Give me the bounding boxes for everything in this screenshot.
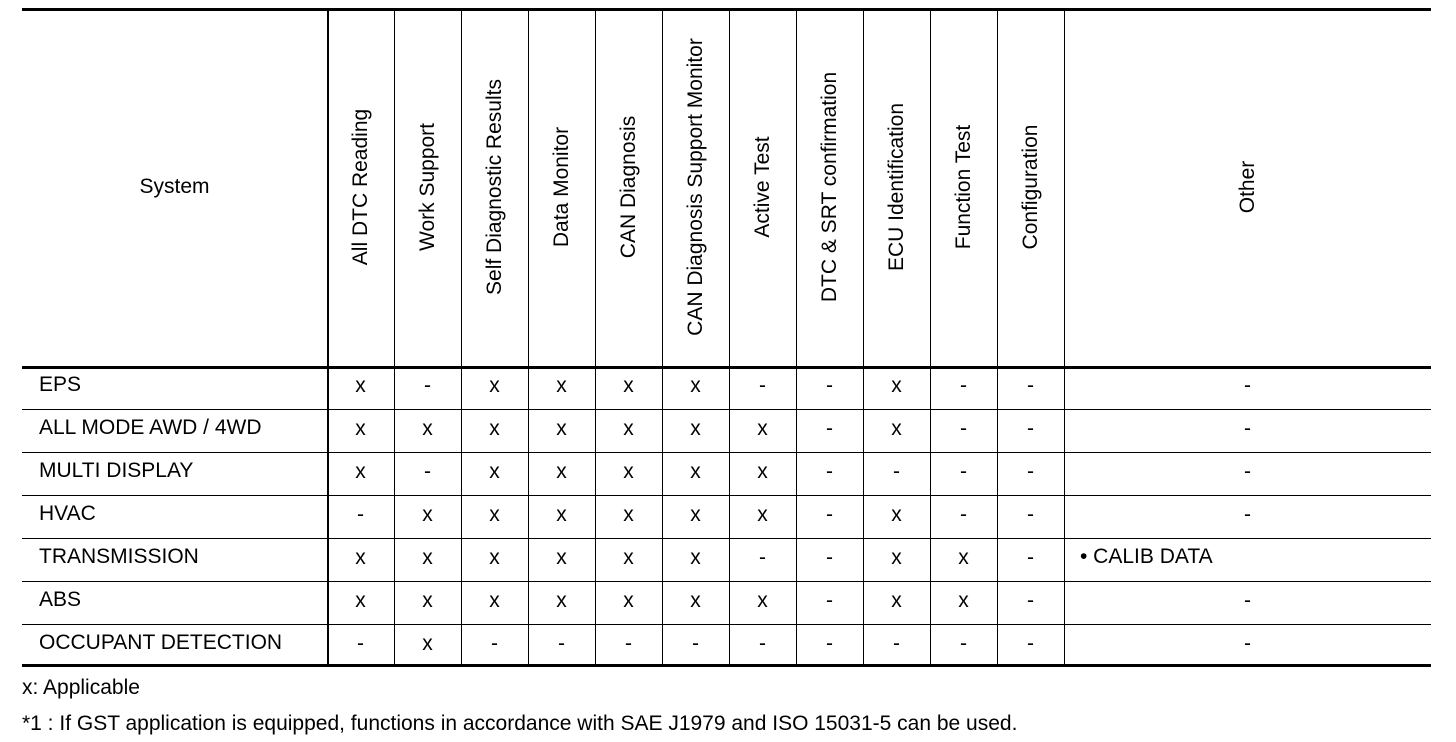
- table-cell: x: [623, 417, 634, 440]
- other-cell-text: • CALIB DATA: [1080, 545, 1213, 568]
- column-header: [394, 8, 461, 366]
- table-rule: [22, 664, 1431, 667]
- table-cell: -: [826, 546, 833, 569]
- table-cell: x: [623, 589, 634, 612]
- column-header-label: Active Test: [750, 136, 774, 238]
- table-cell: x: [690, 589, 701, 612]
- table-cell: -: [826, 503, 833, 526]
- row-system-name: MULTI DISPLAY: [39, 459, 194, 482]
- table-rule: [22, 538, 1431, 539]
- table-cell: x: [690, 503, 701, 526]
- table-cell: x: [422, 546, 433, 569]
- column-header: [997, 8, 1064, 366]
- table-cell: x: [489, 374, 500, 397]
- row-system-name: TRANSMISSION: [39, 545, 199, 568]
- legend-note: x: Applicable: [22, 676, 140, 699]
- table-cell: -: [692, 632, 699, 655]
- column-header-label: Self Diagnostic Results: [482, 79, 506, 295]
- table-cell: -: [558, 632, 565, 655]
- table-cell: -: [759, 546, 766, 569]
- table-cell: -: [1244, 460, 1251, 483]
- table-cell: x: [556, 589, 567, 612]
- table-rule: [22, 624, 1431, 625]
- table-rule: [22, 409, 1431, 410]
- table-cell: -: [960, 632, 967, 655]
- column-header-label: DTC & SRT confirmation: [817, 71, 841, 303]
- table-cell: x: [422, 589, 433, 612]
- table-cell: x: [489, 460, 500, 483]
- column-header: [595, 8, 662, 366]
- table-cell: x: [556, 546, 567, 569]
- table-cell: -: [826, 632, 833, 655]
- column-header-label: Configuration: [1018, 124, 1042, 250]
- table-cell: x: [690, 374, 701, 397]
- column-header: [662, 8, 729, 366]
- table-cell: x: [757, 503, 768, 526]
- table-rule: [22, 581, 1431, 582]
- table-cell: -: [960, 460, 967, 483]
- column-header-label: All DTC Reading: [348, 108, 372, 266]
- table-cell: -: [424, 374, 431, 397]
- table-rule: [22, 495, 1431, 496]
- table-cell: -: [1027, 374, 1034, 397]
- footnote: *1 : If GST application is equipped, functions in accordance with SAE J1979 and ISO 15031-5 can be used.: [22, 712, 1018, 735]
- row-system-name: HVAC: [39, 502, 96, 525]
- table-cell: -: [1244, 417, 1251, 440]
- table-cell: x: [891, 546, 902, 569]
- table-cell: x: [422, 503, 433, 526]
- table-cell: x: [690, 417, 701, 440]
- table-cell: x: [891, 589, 902, 612]
- table-cell: -: [1027, 460, 1034, 483]
- table-cell: -: [1027, 503, 1034, 526]
- table-cell: x: [355, 417, 366, 440]
- table-cell: x: [355, 374, 366, 397]
- column-header-label: ECU Identification: [884, 102, 908, 272]
- table-cell: -: [960, 374, 967, 397]
- table-cell: -: [960, 503, 967, 526]
- table-cell: x: [958, 546, 969, 569]
- table-cell: -: [826, 417, 833, 440]
- column-header-label: Data Monitor: [549, 126, 573, 248]
- table-cell: x: [958, 589, 969, 612]
- table-cell: x: [355, 546, 366, 569]
- table-cell: x: [422, 417, 433, 440]
- table-cell: x: [891, 374, 902, 397]
- column-header: [1064, 8, 1431, 366]
- table-cell: x: [489, 503, 500, 526]
- table-cell: -: [1244, 503, 1251, 526]
- table-cell: -: [893, 460, 900, 483]
- table-cell: -: [357, 632, 364, 655]
- table-cell: -: [826, 589, 833, 612]
- system-column-header: System: [139, 175, 210, 198]
- column-header-label: Work Support: [415, 123, 439, 251]
- table-cell: x: [489, 546, 500, 569]
- table-cell: -: [1027, 417, 1034, 440]
- table-cell: -: [357, 503, 364, 526]
- table-cell: -: [826, 460, 833, 483]
- table-cell: -: [1244, 589, 1251, 612]
- table-rule: [22, 452, 1431, 453]
- column-header: [327, 8, 394, 366]
- table-cell: -: [1244, 374, 1251, 397]
- table-cell: x: [623, 546, 634, 569]
- table-cell: x: [891, 503, 902, 526]
- table-cell: -: [424, 460, 431, 483]
- table-cell: x: [355, 460, 366, 483]
- row-system-name: ABS: [39, 588, 82, 611]
- table-cell: -: [759, 374, 766, 397]
- table-cell: x: [355, 589, 366, 612]
- table-cell: x: [757, 417, 768, 440]
- table-cell: -: [1027, 589, 1034, 612]
- column-header: [528, 8, 595, 366]
- table-cell: -: [759, 632, 766, 655]
- row-system-name: OCCUPANT DETECTION: [39, 631, 283, 654]
- table-cell: x: [556, 503, 567, 526]
- table-cell: x: [422, 632, 433, 655]
- table-cell: x: [757, 589, 768, 612]
- column-header-label: Other: [1235, 160, 1259, 214]
- column-header: [796, 8, 863, 366]
- table-cell: -: [491, 632, 498, 655]
- column-header-label: CAN Diagnosis Support Monitor: [683, 38, 707, 336]
- table-cell: x: [623, 460, 634, 483]
- table-cell: x: [623, 374, 634, 397]
- table-cell: x: [757, 460, 768, 483]
- row-system-name: EPS: [39, 373, 82, 396]
- column-header-label: CAN Diagnosis: [616, 115, 640, 259]
- table-cell: -: [1027, 632, 1034, 655]
- column-header: [863, 8, 930, 366]
- column-header: [930, 8, 997, 366]
- table-cell: x: [690, 460, 701, 483]
- table-cell: -: [1027, 546, 1034, 569]
- table-cell: -: [826, 374, 833, 397]
- table-cell: x: [690, 546, 701, 569]
- table-cell: x: [891, 417, 902, 440]
- row-system-name: ALL MODE AWD / 4WD: [39, 416, 262, 439]
- table-cell: -: [625, 632, 632, 655]
- table-cell: x: [556, 460, 567, 483]
- column-header-label: Function Test: [951, 124, 975, 250]
- table-cell: -: [1244, 632, 1251, 655]
- table-cell: x: [623, 503, 634, 526]
- table-rule: [22, 366, 1431, 369]
- table-cell: -: [893, 632, 900, 655]
- column-header: [461, 8, 528, 366]
- table-cell: x: [556, 374, 567, 397]
- table-cell: x: [489, 589, 500, 612]
- table-cell: x: [556, 417, 567, 440]
- table-cell: x: [489, 417, 500, 440]
- column-header: [729, 8, 796, 366]
- table-cell: -: [960, 417, 967, 440]
